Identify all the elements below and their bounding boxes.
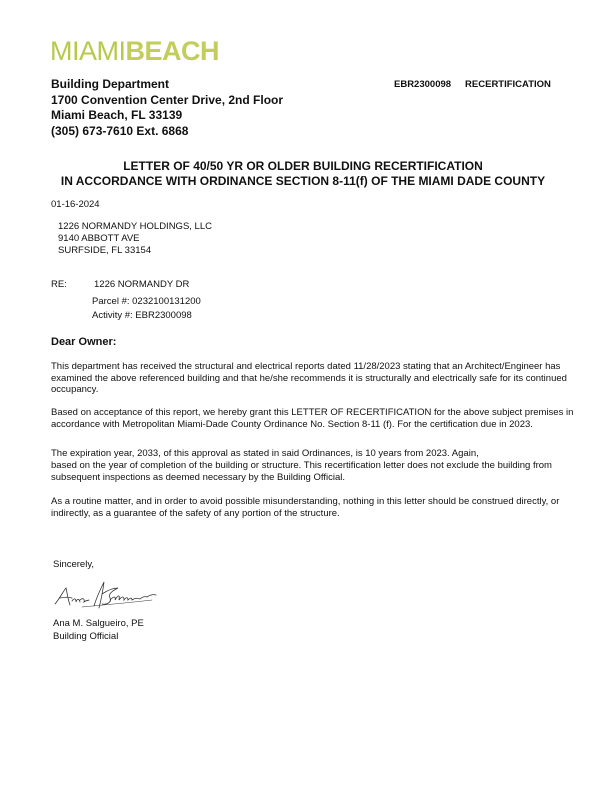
department-name: Building Department: [51, 77, 170, 91]
letter-date: 01-16-2024: [51, 199, 100, 210]
handwritten-signature: [52, 578, 164, 612]
logo-beach: BEACH: [125, 36, 220, 66]
recipient-street: 9140 ABBOTT AVE: [58, 233, 140, 244]
signer-name: Ana M. Salgueiro, PE: [53, 618, 144, 629]
signer-title: Building Official: [53, 631, 119, 642]
recipient-city: SURFSIDE, FL 33154: [58, 245, 152, 256]
document-type: RECERTIFICATION: [465, 79, 551, 90]
paragraph-reports-received: This department has received the structural and electrical reports dated 11/28/2023 stating that an Architect/Engineer has examined the above referenced building and that he/she recommends it is structurally and electrically safe for its continued occupancy.: [51, 361, 567, 396]
paragraph-expiration-rest: based on the year of completion of the building or structure. This recertification letter does not exclude the building from subsequent inspections as deemed necessary by the Building Official.: [51, 460, 552, 483]
letter-title-line-1: LETTER OF 40/50 YR OR OLDER BUILDING RECERTIFICATION: [123, 159, 483, 173]
parcel-number: Parcel #: 0232100131200: [92, 296, 201, 307]
paragraph-grant: Based on acceptance of this report, we hereby grant this LETTER OF RECERTIFICATION for the above subject premises in accordance with Metropolitan Miami-Dade County Ordinance No. Section 8-11 (f). For the certification due in 2023.: [51, 407, 574, 430]
paragraph-disclaimer: As a routine matter, and in order to avoid possible misunderstanding, nothing in this letter should be construed directly, or indirectly, as a guarantee of the safety of any portion of the structure.: [51, 496, 560, 519]
department-city: Miami Beach, FL 33139: [51, 108, 183, 122]
re-property: 1226 NORMANDY DR: [94, 279, 190, 290]
reference-line: [394, 79, 551, 90]
department-phone: (305) 673-7610 Ext. 6868: [51, 123, 189, 138]
logo-miami: MIAMI: [50, 36, 126, 66]
closing-sincerely: Sincerely,: [53, 559, 95, 570]
activity-number: Activity #: EBR2300098: [92, 310, 192, 321]
miami-beach-logo: [50, 38, 219, 65]
paragraph-expiration-line-1: The expiration year, 2033, of this approval as stated in said Ordinances, is 10 years from 2023. Again,: [51, 448, 479, 459]
letter-title-line-2: IN ACCORDANCE WITH ORDINANCE SECTION 8-11(f) OF THE MIAMI DADE COUNTY: [60, 174, 546, 188]
department-street: 1700 Convention Center Drive, 2nd Floor: [51, 92, 284, 107]
department-address-block: [51, 77, 283, 139]
recipient-name: 1226 NORMANDY HOLDINGS, LLC: [58, 221, 212, 232]
re-label: RE:: [51, 279, 67, 290]
activity-code: EBR2300098: [394, 79, 452, 90]
greeting: Dear Owner:: [51, 336, 117, 348]
